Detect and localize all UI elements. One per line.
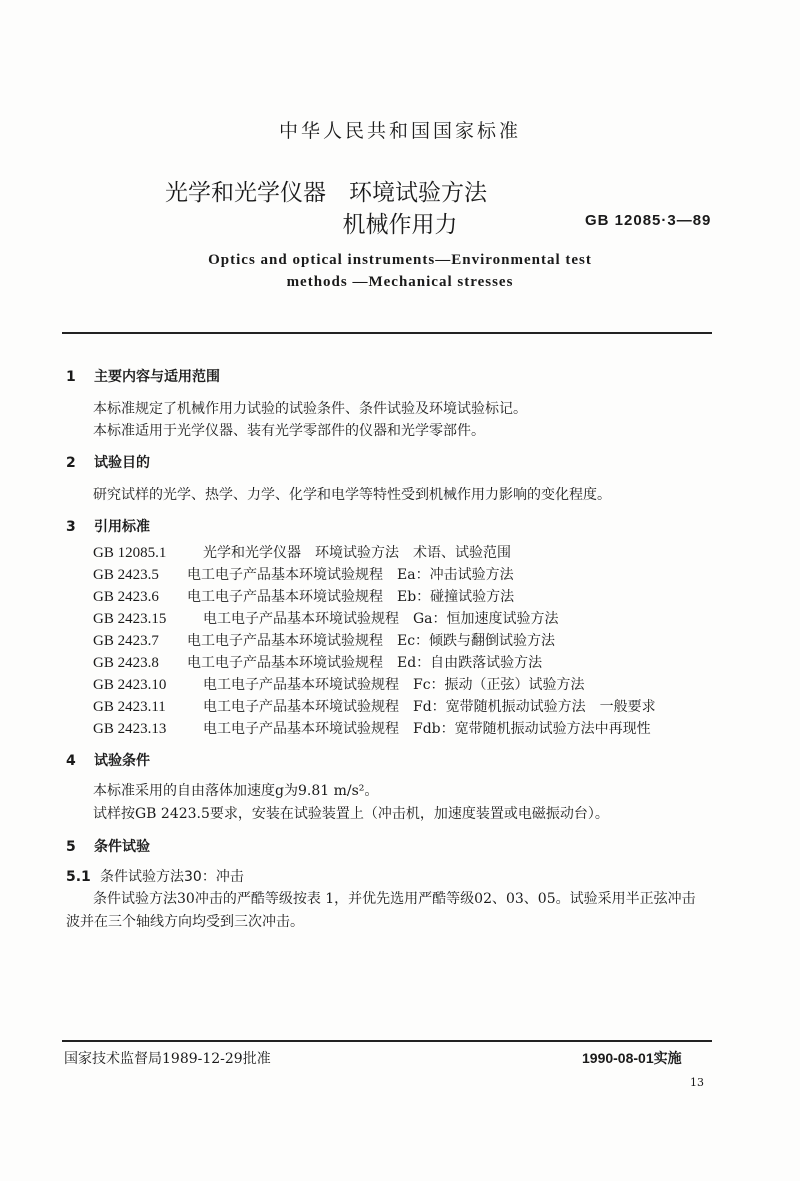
- reference-subtitle: 术语、试验范围: [413, 545, 511, 561]
- reference-code: GB 2423.10: [93, 677, 167, 693]
- approval-date: 国家技术监督局1989-12-29批准: [64, 1051, 271, 1067]
- reference-code: GB 2423.15: [93, 611, 167, 627]
- issuer: 中华人民共和国国家标准: [278, 120, 521, 142]
- reference-title: 电工电子产品基本环境试验规程: [187, 655, 383, 671]
- subsection-heading: 5.1 条件试验方法30：冲击: [66, 869, 244, 885]
- reference-subtitle: Fd：宽带随机振动试验方法 一般要求: [413, 699, 656, 715]
- section-heading: 3 引用标准: [66, 519, 150, 535]
- section-heading: 2 试验目的: [66, 455, 150, 471]
- reference-code: GB 2423.5: [93, 567, 159, 583]
- reference-title: 电工电子产品基本环境试验规程: [187, 589, 383, 605]
- reference-code: GB 2423.7: [93, 633, 159, 649]
- reference-title: 电工电子产品基本环境试验规程: [187, 633, 383, 649]
- section-heading: 4 试验条件: [66, 753, 150, 769]
- paragraph: 本标准采用的自由落体加速度g为9.81 m/s²。: [93, 783, 379, 799]
- title-line-2: 机械作用力: [342, 212, 458, 238]
- paragraph: 试样按GB 2423.5要求，安装在试验装置上（冲击机，加速度装置或电磁振动台）。: [93, 806, 609, 822]
- reference-subtitle: Fdb：宽带随机振动试验方法中再现性: [413, 721, 651, 737]
- reference-item: [93, 542, 511, 562]
- section-heading: 1 主要内容与适用范围: [66, 369, 220, 385]
- header-rule: [62, 332, 712, 334]
- reference-subtitle: Ga：恒加速度试验方法: [413, 611, 559, 627]
- reference-item: [93, 718, 651, 738]
- reference-code: GB 2423.6: [93, 589, 159, 605]
- reference-item: [93, 564, 514, 584]
- reference-code: GB 2423.13: [93, 721, 167, 737]
- reference-item: [93, 674, 585, 694]
- reference-title: 电工电子产品基本环境试验规程: [203, 677, 399, 693]
- paragraph: 波并在三个轴线方向均受到三次冲击。: [66, 914, 304, 930]
- english-title-1: Optics and optical instruments—Environmental test: [208, 252, 592, 268]
- reference-code: GB 2423.11: [93, 699, 166, 715]
- reference-title: 光学和光学仪器 环境试验方法: [203, 545, 399, 561]
- reference-subtitle: Eb：碰撞试验方法: [397, 589, 515, 605]
- paragraph: 研究试样的光学、热学、力学、化学和电学等特性受到机械作用力影响的变化程度。: [93, 487, 611, 503]
- reference-code: GB 2423.8: [93, 655, 159, 671]
- reference-code: GB 12085.1: [93, 545, 167, 561]
- paragraph: 本标准适用于光学仪器、装有光学零部件的仪器和光学零部件。: [93, 423, 485, 439]
- english-title-2: methods —Mechanical stresses: [286, 274, 514, 290]
- title-line-1: 光学和光学仪器 环境试验方法: [165, 180, 487, 206]
- paragraph: 条件试验方法30冲击的严酷等级按表 1，并优先选用严酷等级02、03、05。试验采用半正弦冲击: [93, 891, 696, 907]
- footer-rule: [62, 1040, 712, 1042]
- paragraph: 本标准规定了机械作用力试验的试验条件、条件试验及环境试验标记。: [93, 401, 527, 417]
- reference-item: [93, 586, 514, 606]
- reference-item: [93, 630, 555, 650]
- reference-subtitle: Ea：冲击试验方法: [397, 567, 514, 583]
- reference-subtitle: Ec：倾跌与翻倒试验方法: [397, 633, 556, 649]
- reference-title: 电工电子产品基本环境试验规程: [203, 699, 399, 715]
- reference-title: 电工电子产品基本环境试验规程: [187, 567, 383, 583]
- reference-subtitle: Ed：自由跌落试验方法: [397, 655, 543, 671]
- reference-item: [93, 652, 542, 672]
- standard-code: GB 12085·3—89: [585, 212, 712, 229]
- section-heading: 5 条件试验: [66, 839, 150, 855]
- page-number: 13: [690, 1076, 704, 1089]
- effective-date: 1990-08-01实施: [582, 1050, 682, 1066]
- reference-title: 电工电子产品基本环境试验规程: [203, 611, 399, 627]
- reference-subtitle: Fc：振动（正弦）试验方法: [413, 677, 585, 693]
- reference-item: [93, 608, 559, 628]
- reference-title: 电工电子产品基本环境试验规程: [203, 721, 399, 737]
- reference-item: [93, 696, 656, 716]
